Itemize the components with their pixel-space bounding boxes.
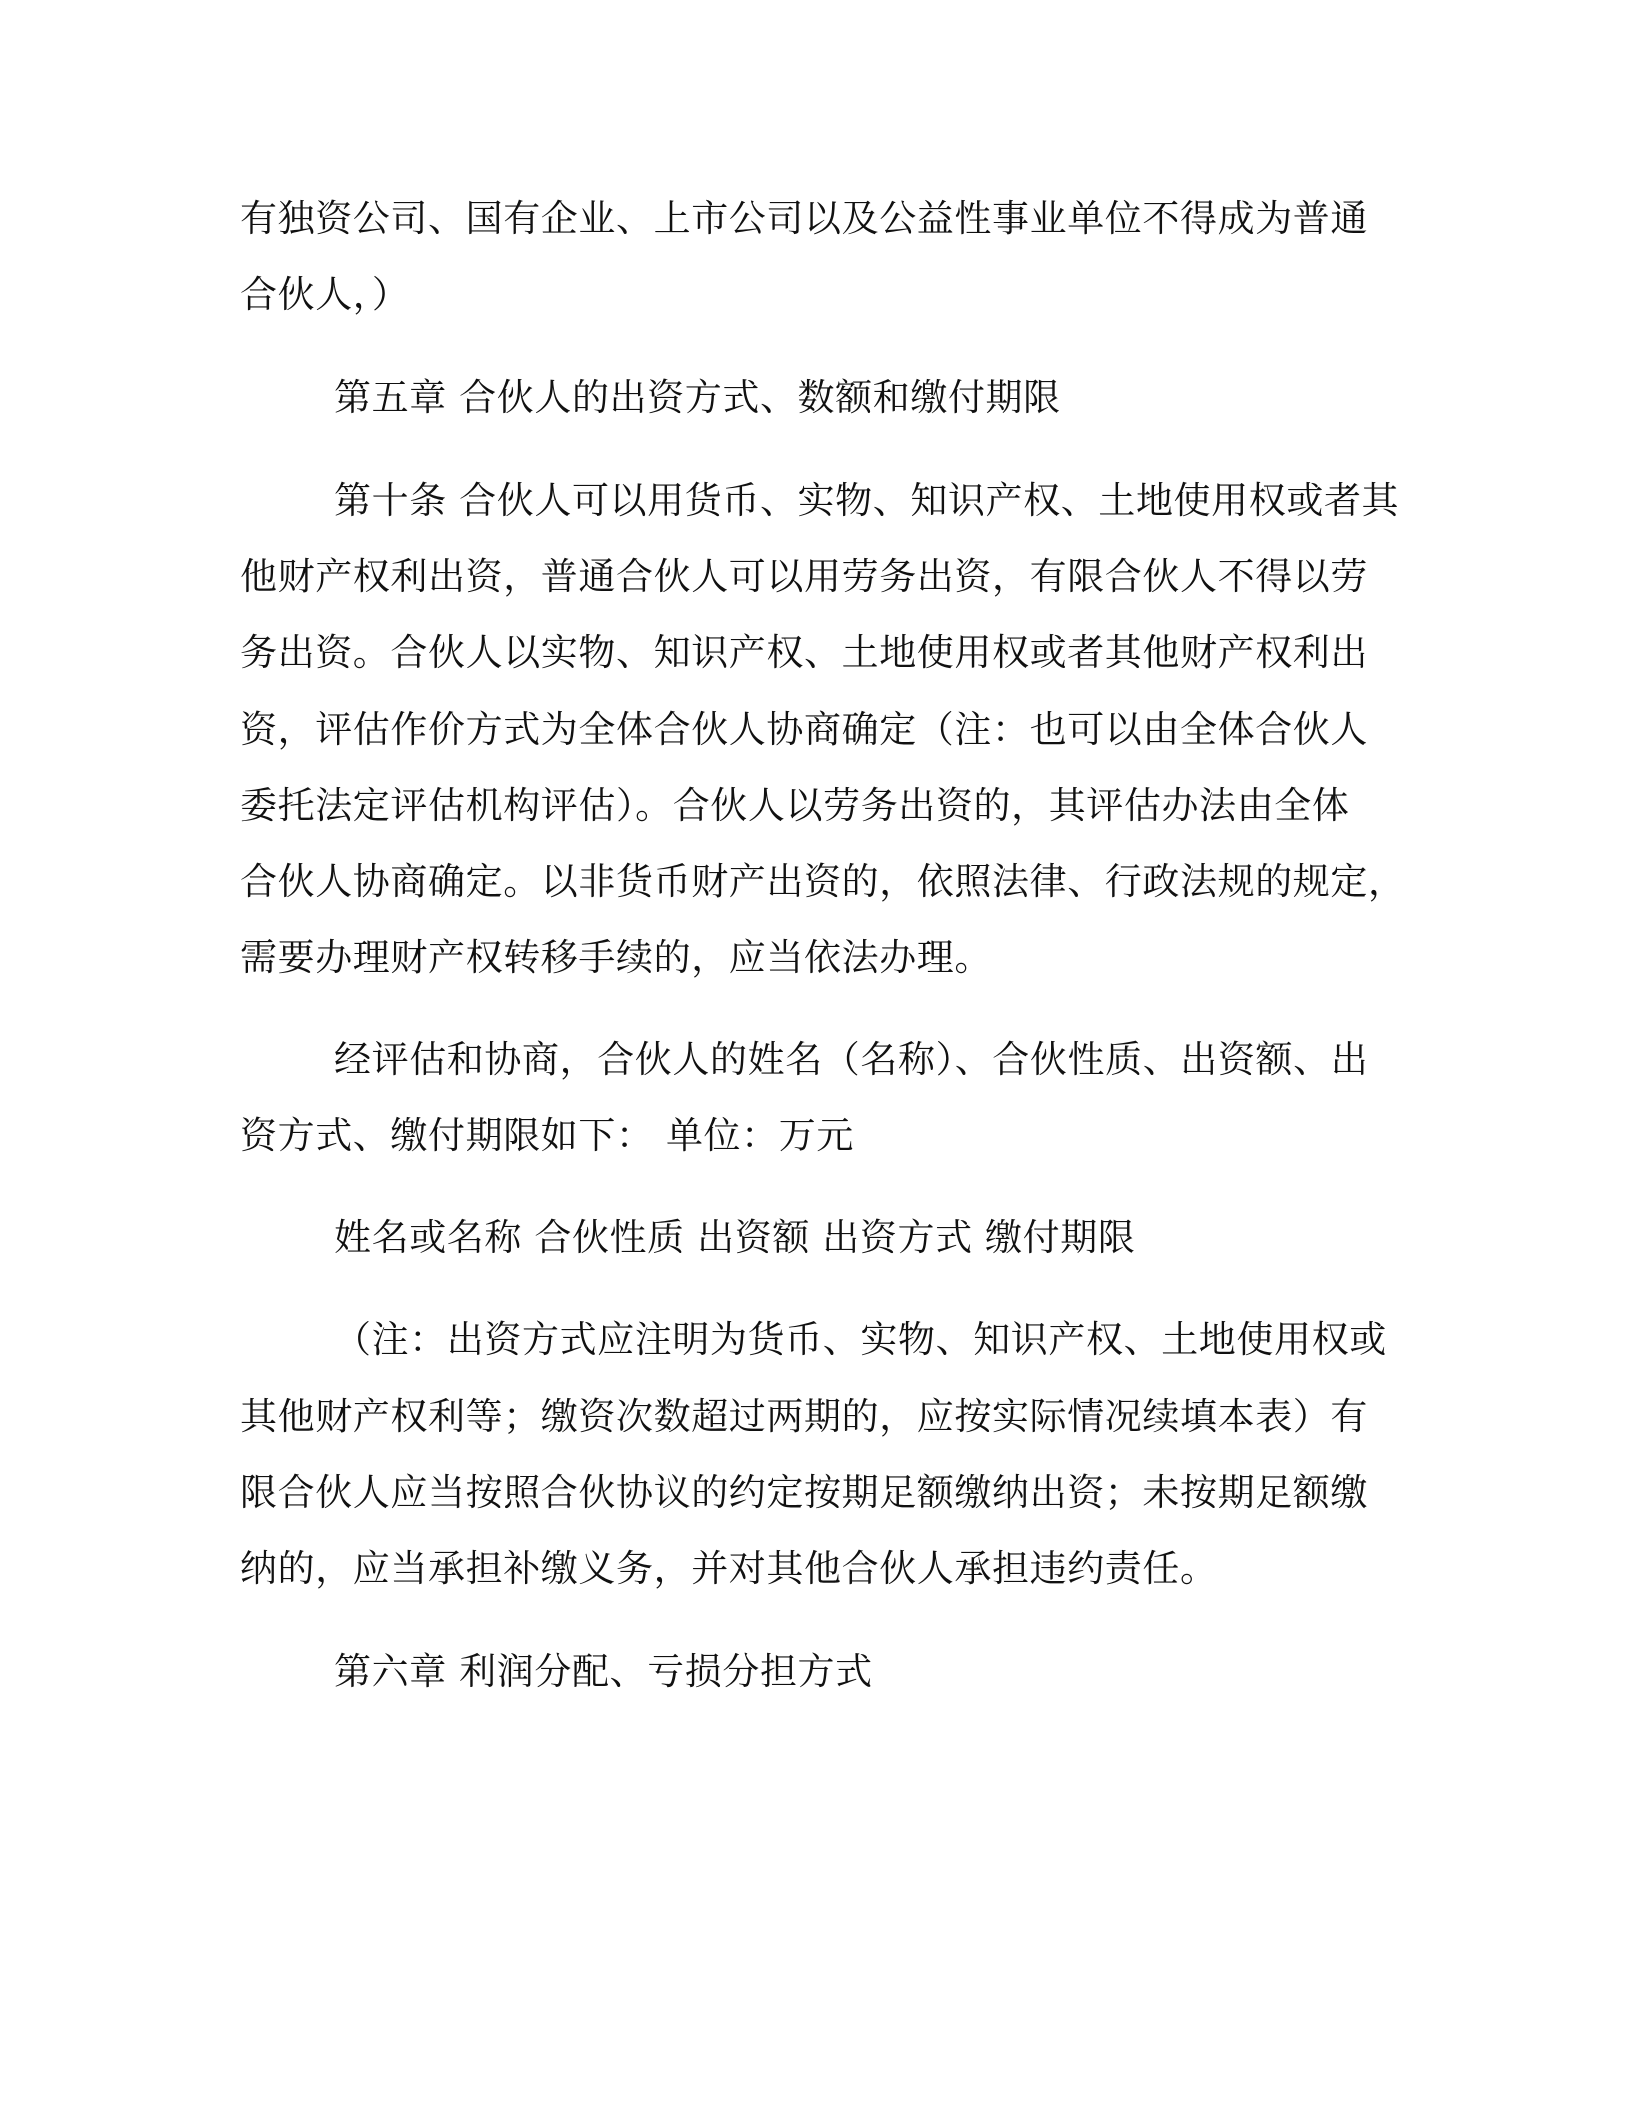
paragraph-line: 他财产权利出资，普通合伙人可以用劳务出资，有限合伙人不得以劳 xyxy=(240,555,1368,598)
paragraph-line: 合伙人协商确定。以非货币财产出资的，依照法律、行政法规的规定， xyxy=(240,860,1406,903)
table-header-line: 姓名或名称 合伙性质 出资额 出资方式 缴付期限 xyxy=(334,1216,1136,1259)
paragraph-line: 经评估和协商，合伙人的姓名（名称）、合伙性质、出资额、出 xyxy=(334,1038,1369,1081)
paragraph-line: 资方式、缴付期限如下： 单位：万元 xyxy=(240,1114,854,1157)
paragraph-line: 务出资。合伙人以实物、知识产权、土地使用权或者其他财产权利出 xyxy=(240,631,1368,674)
article-heading: 第十条 合伙人可以用货币、实物、知识产权、土地使用权或者其 xyxy=(334,479,1400,522)
paragraph-line: 有独资公司、国有企业、上市公司以及公益性事业单位不得成为普通 xyxy=(240,197,1368,240)
chapter-heading: 第五章 合伙人的出资方式、数额和缴付期限 xyxy=(334,376,1061,419)
chapter-heading: 第六章 利润分配、亏损分担方式 xyxy=(334,1650,873,1693)
paragraph-line: 纳的，应当承担补缴义务，并对其他合伙人承担违约责任。 xyxy=(240,1547,1218,1590)
paragraph-line: 合伙人，） xyxy=(240,273,410,316)
paragraph-line: 委托法定评估机构评估）。合伙人以劳务出资的，其评估办法由全体 xyxy=(240,784,1350,827)
note-line: （注：出资方式应注明为货币、实物、知识产权、土地使用权或 xyxy=(334,1318,1387,1361)
paragraph-line: 资，评估作价方式为全体合伙人协商确定（注：也可以由全体合伙人 xyxy=(240,708,1368,751)
paragraph-line: 其他财产权利等；缴资次数超过两期的，应按实际情况续填本表）有 xyxy=(240,1395,1368,1438)
paragraph-line: 限合伙人应当按照合伙协议的约定按期足额缴纳出资；未按期足额缴 xyxy=(240,1471,1368,1514)
paragraph-line: 需要办理财产权转移手续的，应当依法办理。 xyxy=(240,936,992,979)
